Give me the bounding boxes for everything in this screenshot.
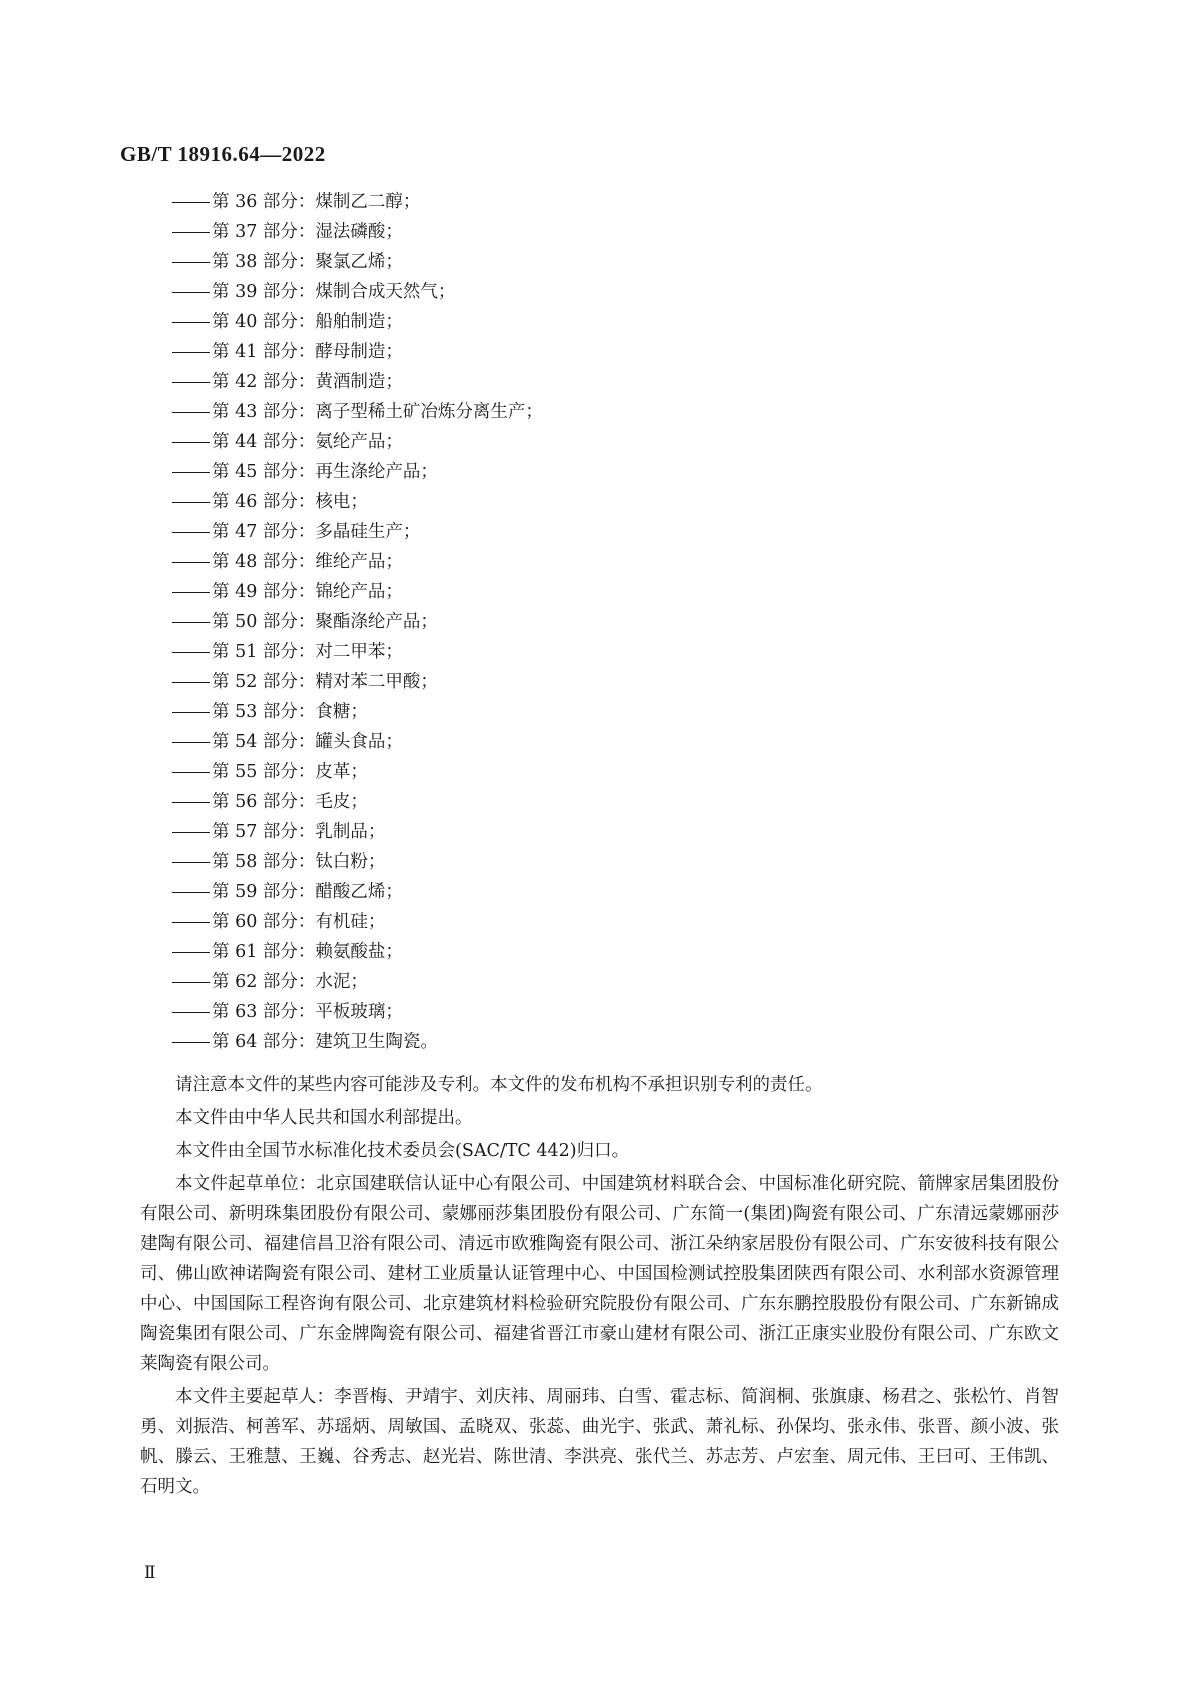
dash-bullet [172, 382, 210, 383]
parts-list [0, 187, 1191, 1057]
part-title: 第 59 部分：醋酸乙烯； [212, 882, 403, 902]
dash-bullet [172, 262, 210, 263]
part-title: 第 42 部分：黄酒制造； [212, 372, 403, 392]
list-item [0, 247, 1191, 277]
dash-bullet [172, 532, 210, 533]
list-item [0, 517, 1191, 547]
list-item [0, 187, 1191, 217]
dash-bullet [172, 502, 210, 503]
part-title: 第 49 部分：锦纶产品； [212, 582, 403, 602]
part-title: 第 43 部分：离子型稀土矿冶炼分离生产； [212, 402, 543, 422]
part-title: 第 46 部分：核电； [212, 492, 368, 512]
list-item [0, 637, 1191, 667]
part-title: 第 63 部分：平板玻璃； [212, 1002, 403, 1022]
list-item [0, 667, 1191, 697]
part-title: 第 61 部分：赖氨酸盐； [212, 942, 403, 962]
list-item [0, 907, 1191, 937]
part-title: 第 62 部分：水泥； [212, 972, 368, 992]
part-title: 第 52 部分：精对苯二甲酸； [212, 672, 438, 692]
list-item [0, 457, 1191, 487]
part-title: 第 39 部分：煤制合成天然气； [212, 282, 456, 302]
dash-bullet [172, 832, 210, 833]
dash-bullet [172, 412, 210, 413]
list-item [0, 967, 1191, 997]
dash-bullet [172, 1012, 210, 1013]
part-title: 第 50 部分：聚酯涤纶产品； [212, 612, 438, 632]
part-title: 第 51 部分：对二甲苯； [212, 642, 403, 662]
list-item [0, 877, 1191, 907]
part-title: 第 47 部分：多晶硅生产； [212, 522, 421, 542]
dash-bullet [172, 592, 210, 593]
dash-bullet [172, 652, 210, 653]
part-title: 第 58 部分：钛白粉； [212, 852, 386, 872]
list-item [0, 217, 1191, 247]
page-number: Ⅱ [144, 1563, 156, 1582]
part-title: 第 37 部分：湿法磷酸； [212, 222, 403, 242]
part-title: 第 55 部分：皮革； [212, 762, 368, 782]
part-title: 第 44 部分：氨纶产品； [212, 432, 403, 452]
dash-bullet [172, 562, 210, 563]
list-item [0, 997, 1191, 1027]
part-title: 第 36 部分：煤制乙二醇； [212, 192, 421, 212]
list-item [0, 277, 1191, 307]
dash-bullet [172, 802, 210, 803]
part-title: 第 60 部分：有机硅； [212, 912, 386, 932]
dash-bullet [172, 322, 210, 323]
list-item [0, 337, 1191, 367]
list-item [0, 367, 1191, 397]
list-item [0, 307, 1191, 337]
proposed-by: 本文件由中华人民共和国水利部提出。 [175, 1108, 473, 1128]
dash-bullet [172, 892, 210, 893]
list-item [0, 727, 1191, 757]
part-title: 第 56 部分：毛皮； [212, 792, 368, 812]
document-code: GB/T 18916.64—2022 [120, 142, 326, 166]
dash-bullet [172, 982, 210, 983]
dash-bullet [172, 742, 210, 743]
list-item [0, 697, 1191, 727]
list-item [0, 547, 1191, 577]
dash-bullet [172, 862, 210, 863]
part-title: 第 41 部分：酵母制造； [212, 342, 403, 362]
dash-bullet [172, 472, 210, 473]
part-title: 第 54 部分：罐头食品； [212, 732, 403, 752]
list-item [0, 487, 1191, 517]
part-title: 第 38 部分：聚氯乙烯； [212, 252, 403, 272]
drafters: 本文件主要起草人：李晋梅、尹靖宇、刘庆祎、周丽玮、白雪、霍志标、简润桐、张旗康、杨君之、张松竹、肖智勇、刘振浩、柯善军、苏瑶炳、周敏国、孟晓双、张蕊、曲光宇、张武、萧礼标、孙保均、张永伟、张晋、颜小波、张帆、滕云、王雅慧、王巍、谷秀志、赵光岩、陈世清、李洪亮、张代兰、苏志芳、卢宏奎、周元伟、王曰可、王伟凯、石明文。 [140, 1387, 1059, 1497]
dash-bullet [172, 202, 210, 203]
dash-bullet [172, 772, 210, 773]
list-item [0, 757, 1191, 787]
list-item [0, 817, 1191, 847]
dash-bullet [172, 712, 210, 713]
list-item [0, 787, 1191, 817]
list-item [0, 937, 1191, 967]
list-item [0, 847, 1191, 877]
list-item [0, 427, 1191, 457]
patent-notice: 请注意本文件的某些内容可能涉及专利。本文件的发布机构不承担识别专利的责任。 [175, 1075, 823, 1095]
part-title: 第 45 部分：再生涤纶产品； [212, 462, 438, 482]
dash-bullet [172, 682, 210, 683]
list-item [0, 607, 1191, 637]
part-title: 第 64 部分：建筑卫生陶瓷。 [212, 1032, 438, 1052]
dash-bullet [172, 352, 210, 353]
list-item [0, 397, 1191, 427]
managed-by: 本文件由全国节水标准化技术委员会(SAC/TC 442)归口。 [175, 1141, 630, 1161]
dash-bullet [172, 232, 210, 233]
dash-bullet [172, 292, 210, 293]
dash-bullet [172, 922, 210, 923]
dash-bullet [172, 952, 210, 953]
dash-bullet [172, 622, 210, 623]
drafting-units: 本文件起草单位：北京国建联信认证中心有限公司、中国建筑材料联合会、中国标准化研究院、箭牌家居集团股份有限公司、新明珠集团股份有限公司、蒙娜丽莎集团股份有限公司、广东简一(集团)陶瓷有限公司、广东清远蒙娜丽莎建陶有限公司、福建信昌卫浴有限公司、清远市欧雅陶瓷有限公司、浙江朵纳家居股份有限公司、广东安彼科技有限公司、佛山欧神诺陶瓷有限公司、建材工业质量认证管理中心、中国国检测试控股集团陕西有限公司、水利部水资源管理中心、中国国际工程咨询有限公司、北京建筑材料检验研究院股份有限公司、广东东鹏控股股份有限公司、广东新锦成陶瓷集团有限公司、广东金牌陶瓷有限公司、福建省晋江市豪山建材有限公司、浙江正康实业股份有限公司、广东欧文莱陶瓷有限公司。 [140, 1174, 1059, 1374]
part-title: 第 48 部分：维纶产品； [212, 552, 403, 572]
dash-bullet [172, 1042, 210, 1043]
list-item [0, 577, 1191, 607]
part-title: 第 57 部分：乳制品； [212, 822, 386, 842]
dash-bullet [172, 442, 210, 443]
part-title: 第 53 部分：食糖； [212, 702, 368, 722]
foreword-paragraphs [140, 1070, 1059, 1502]
list-item [0, 1027, 1191, 1057]
part-title: 第 40 部分：船舶制造； [212, 312, 403, 332]
